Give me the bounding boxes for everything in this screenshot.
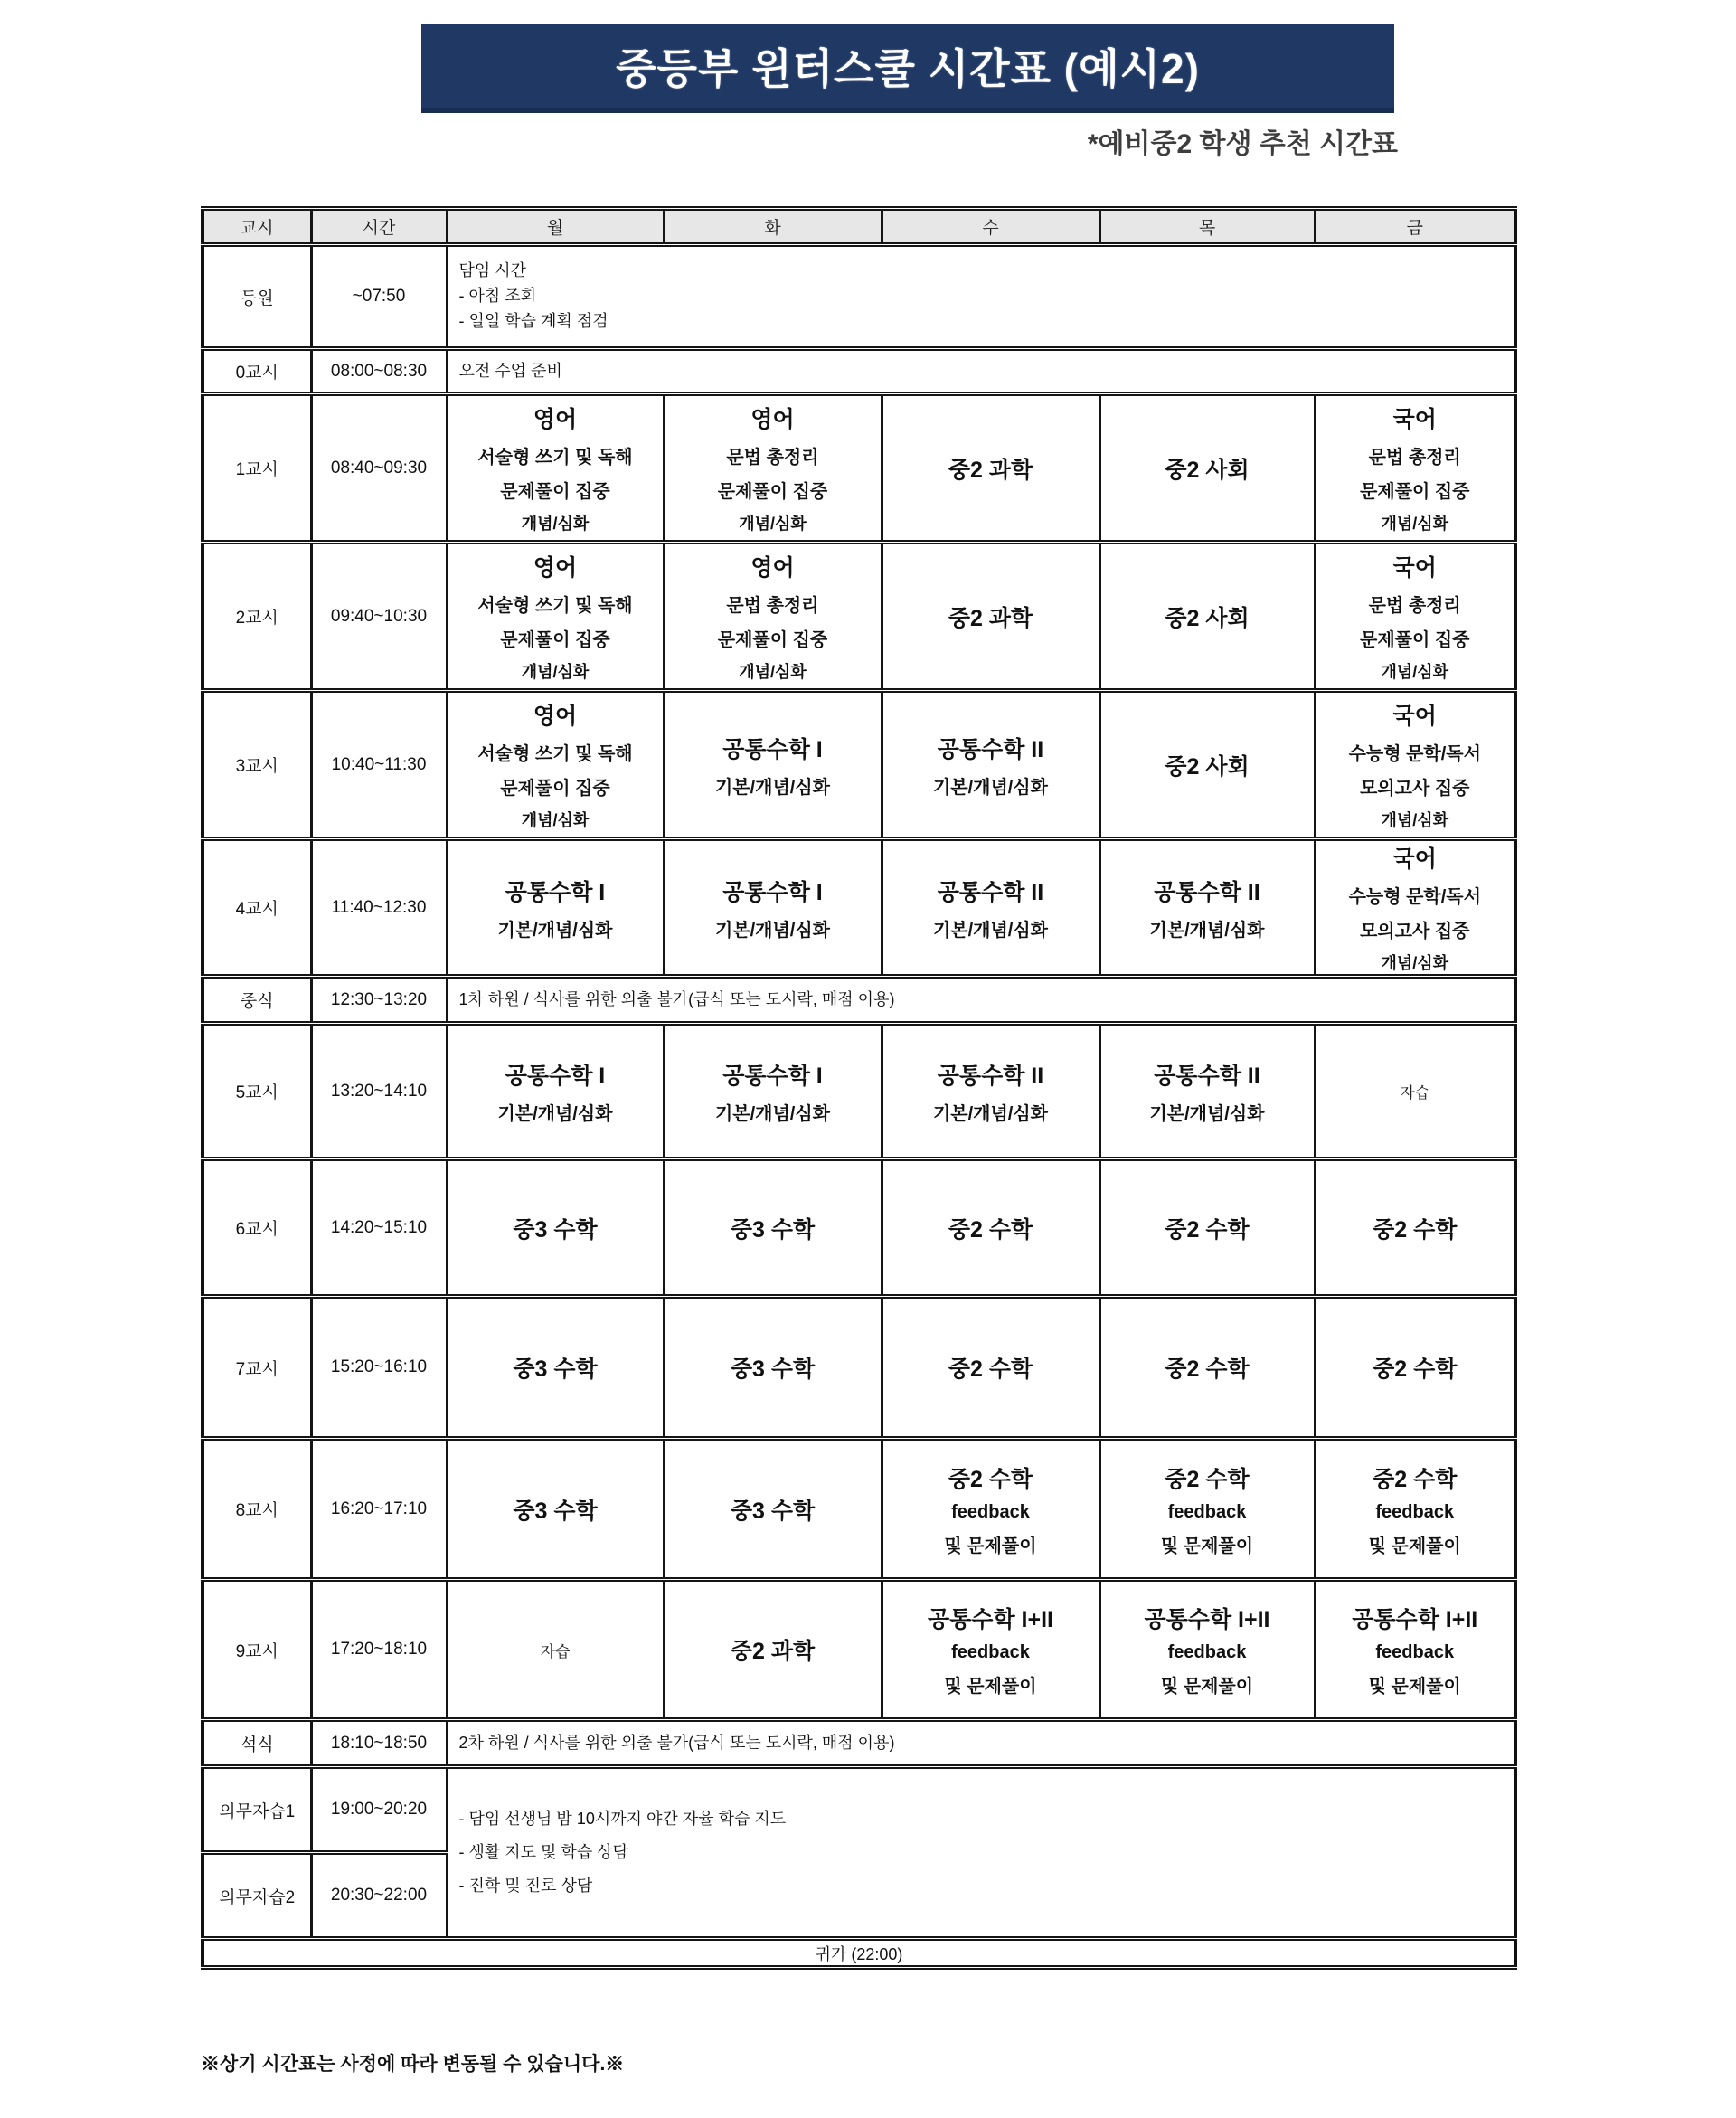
table-row-1 bbox=[203, 349, 1515, 394]
timetable-body bbox=[203, 245, 1515, 1968]
class-cell-content bbox=[448, 550, 663, 683]
class-cell bbox=[882, 1439, 1099, 1580]
note-line: - 아침 조회 bbox=[458, 287, 537, 306]
subject-detail: feedback bbox=[1375, 1642, 1455, 1662]
class-cell-content bbox=[665, 1633, 881, 1666]
class-cell-content bbox=[1316, 402, 1514, 534]
subject-name: 영어 bbox=[533, 704, 578, 729]
class-cell-content bbox=[883, 1351, 1099, 1384]
period-cell: 중식 bbox=[203, 977, 311, 1024]
subject-name: 공통수학 II bbox=[1154, 879, 1260, 905]
subject-name: 중2 수학 bbox=[1165, 1357, 1250, 1382]
note-line: - 일일 학습 계획 점검 bbox=[458, 311, 609, 330]
subject-name: 공통수학 I+II bbox=[1144, 1607, 1270, 1632]
subject-detail: 모의고사 집중 bbox=[1360, 779, 1470, 799]
subject-detail: 문제풀이 집중 bbox=[717, 630, 828, 650]
table-row-3 bbox=[203, 543, 1515, 691]
subject-detail: 문제풀이 집중 bbox=[500, 630, 610, 650]
class-cell bbox=[1099, 1159, 1315, 1297]
subject-detail: 개념/심화 bbox=[739, 663, 807, 681]
class-cell-content bbox=[665, 1212, 881, 1244]
subject-name: 공통수학 I+II bbox=[928, 1607, 1053, 1632]
time-cell: 11:40~12:30 bbox=[311, 839, 447, 977]
subject-name: 중2 과학 bbox=[948, 457, 1033, 483]
note-line: 1차 하원 / 식사를 위한 외출 불가(급식 또는 도시락, 매점 이용) bbox=[458, 989, 895, 1008]
class-cell bbox=[664, 1580, 882, 1720]
note-line: - 진학 및 진로 상담 bbox=[458, 1876, 593, 1895]
subject-detail: 및 문제풀이 bbox=[944, 1677, 1037, 1697]
note-cell bbox=[447, 1720, 1515, 1767]
period-cell: 등원 bbox=[203, 245, 311, 349]
class-cell-content bbox=[1101, 749, 1314, 781]
note-cell bbox=[447, 349, 1515, 394]
subject-name: 중2 수학 bbox=[1373, 1216, 1458, 1243]
table-row-15 bbox=[203, 1939, 1515, 1968]
class-cell-content bbox=[1316, 550, 1514, 683]
time-cell: 17:20~18:10 bbox=[311, 1580, 447, 1720]
time-cell: 19:00~20:20 bbox=[311, 1767, 447, 1853]
column-header-5: 목 bbox=[1099, 209, 1315, 245]
note-line: - 담임 선생님 밤 10시까지 야간 자율 학습 지도 bbox=[458, 1810, 787, 1829]
class-cell-content bbox=[1316, 1351, 1514, 1384]
subject-detail: 기본/개념/심화 bbox=[497, 920, 613, 941]
subject-detail: 개념/심화 bbox=[521, 811, 590, 829]
class-cell bbox=[664, 1159, 882, 1297]
subject-name: 중3 수학 bbox=[730, 1498, 816, 1524]
class-cell bbox=[1315, 1159, 1515, 1297]
class-cell bbox=[664, 839, 882, 977]
class-cell bbox=[664, 543, 882, 691]
column-header-0: 교시 bbox=[203, 209, 311, 245]
time-cell: 13:20~14:10 bbox=[311, 1024, 447, 1159]
class-cell bbox=[1315, 394, 1515, 543]
table-row-9 bbox=[203, 1297, 1515, 1439]
column-header-6: 금 bbox=[1315, 209, 1515, 245]
period-cell: 0교시 bbox=[203, 349, 311, 394]
footer-note: ※상기 시간표는 사정에 따라 변동될 수 있습니다.※ bbox=[201, 2054, 625, 2075]
subject-detail: 문제풀이 집중 bbox=[717, 482, 828, 502]
class-cell-content bbox=[448, 1639, 663, 1661]
class-cell-content bbox=[1101, 1461, 1314, 1557]
period-cell: 4교시 bbox=[203, 839, 311, 977]
time-cell: 14:20~15:10 bbox=[311, 1159, 447, 1297]
table-row-11 bbox=[203, 1580, 1515, 1720]
class-cell bbox=[447, 1024, 664, 1159]
subject-detail: feedback bbox=[951, 1642, 1030, 1662]
subject-detail: 기본/개념/심화 bbox=[714, 920, 831, 941]
timetable-header bbox=[203, 209, 1515, 245]
time-cell: 20:30~22:00 bbox=[311, 1853, 447, 1939]
table-row-12 bbox=[203, 1720, 1515, 1767]
table-row-0 bbox=[203, 245, 1515, 349]
subject-detail: 기본/개념/심화 bbox=[714, 1103, 831, 1124]
subject-name: 자습 bbox=[1400, 1084, 1430, 1102]
class-cell-content bbox=[665, 402, 881, 534]
time-cell: 09:40~10:30 bbox=[311, 543, 447, 691]
subject-detail: 및 문제풀이 bbox=[1160, 1536, 1254, 1556]
subject-detail: 및 문제풀이 bbox=[944, 1536, 1037, 1556]
class-cell bbox=[882, 1580, 1099, 1720]
class-cell bbox=[882, 691, 1099, 839]
subject-name: 공통수학 I+II bbox=[1352, 1607, 1478, 1632]
table-row-13 bbox=[203, 1767, 1515, 1853]
timetable bbox=[201, 206, 1517, 1970]
column-header-4: 수 bbox=[882, 209, 1099, 245]
subject-name: 국어 bbox=[1392, 846, 1437, 872]
subject-name: 중3 수학 bbox=[513, 1216, 598, 1243]
class-cell bbox=[1099, 543, 1315, 691]
class-cell bbox=[882, 543, 1099, 691]
class-cell-content bbox=[1101, 1212, 1314, 1244]
title-banner bbox=[421, 24, 1394, 113]
time-cell: ~07:50 bbox=[311, 245, 447, 349]
class-cell bbox=[447, 1297, 664, 1439]
note-cell bbox=[447, 977, 1515, 1024]
column-header-2: 월 bbox=[447, 209, 664, 245]
period-cell: 석식 bbox=[203, 1720, 311, 1767]
subject-detail: 문제풀이 집중 bbox=[1360, 482, 1470, 502]
note-line: 2차 하원 / 식사를 위한 외출 불가(급식 또는 도시락, 매점 이용) bbox=[458, 1733, 895, 1752]
subject-name: 중3 수학 bbox=[513, 1357, 598, 1382]
subject-name: 공통수학 II bbox=[937, 1063, 1044, 1089]
subject-detail: 문제풀이 집중 bbox=[500, 482, 610, 502]
class-cell bbox=[447, 1580, 664, 1720]
subject-name: 국어 bbox=[1392, 704, 1437, 729]
subject-name: 국어 bbox=[1392, 407, 1437, 432]
time-cell: 18:10~18:50 bbox=[311, 1720, 447, 1767]
dismissal-cell: 귀가 (22:00) bbox=[203, 1939, 1515, 1968]
class-cell bbox=[1099, 839, 1315, 977]
class-cell bbox=[882, 1159, 1099, 1297]
period-cell: 5교시 bbox=[203, 1024, 311, 1159]
subject-name: 중2 수학 bbox=[948, 1357, 1033, 1382]
study-note-cell bbox=[447, 1767, 1515, 1939]
class-cell bbox=[1099, 394, 1315, 543]
subject-name: 중2 수학 bbox=[1165, 1216, 1250, 1243]
class-cell bbox=[1315, 1297, 1515, 1439]
time-cell: 15:20~16:10 bbox=[311, 1297, 447, 1439]
subject-name: 공통수학 I bbox=[722, 1063, 823, 1089]
class-cell bbox=[447, 394, 664, 543]
subject-detail: 수능형 문학/독서 bbox=[1348, 887, 1481, 907]
subject-detail: 수능형 문학/독서 bbox=[1348, 744, 1481, 764]
period-cell: 8교시 bbox=[203, 1439, 311, 1580]
subject-name: 중2 수학 bbox=[948, 1466, 1033, 1492]
class-cell-content bbox=[448, 402, 663, 534]
class-cell-content bbox=[1316, 1080, 1514, 1102]
subject-name: 공통수학 I bbox=[505, 1063, 606, 1089]
time-cell: 12:30~13:20 bbox=[311, 977, 447, 1024]
subject-detail: 문법 총정리 bbox=[1368, 596, 1461, 616]
class-cell-content bbox=[1101, 1058, 1314, 1125]
class-cell bbox=[1099, 1297, 1315, 1439]
class-cell bbox=[1099, 1024, 1315, 1159]
period-cell: 의무자습1 bbox=[203, 1767, 311, 1853]
note-cell bbox=[447, 245, 1515, 349]
subject-name: 중3 수학 bbox=[730, 1357, 816, 1382]
subject-name: 공통수학 I bbox=[505, 879, 606, 905]
subject-name: 영어 bbox=[750, 555, 795, 581]
class-cell bbox=[1315, 1439, 1515, 1580]
subject-detail: feedback bbox=[951, 1501, 1030, 1522]
subject-name: 중2 수학 bbox=[948, 1216, 1033, 1243]
class-cell-content bbox=[448, 1058, 663, 1125]
class-cell-content bbox=[448, 698, 663, 831]
subject-name: 국어 bbox=[1392, 555, 1437, 581]
subject-detail: 기본/개념/심화 bbox=[714, 777, 831, 798]
subject-detail: 기본/개념/심화 bbox=[1149, 1103, 1265, 1124]
class-cell bbox=[1099, 1439, 1315, 1580]
period-cell: 의무자습2 bbox=[203, 1853, 311, 1939]
period-cell: 7교시 bbox=[203, 1297, 311, 1439]
class-cell bbox=[664, 691, 882, 839]
class-cell-content bbox=[1316, 841, 1514, 974]
class-cell bbox=[447, 1439, 664, 1580]
table-row-2 bbox=[203, 394, 1515, 543]
page-title: 중등부 윈터스쿨 시간표 (예시2) bbox=[616, 44, 1200, 92]
class-cell-content bbox=[1101, 600, 1314, 633]
time-cell: 16:20~17:10 bbox=[311, 1439, 447, 1580]
class-cell bbox=[664, 1024, 882, 1159]
class-cell-content bbox=[1316, 1602, 1514, 1697]
subject-detail: 기본/개념/심화 bbox=[497, 1103, 613, 1124]
class-cell-content bbox=[883, 1461, 1099, 1557]
class-cell-content bbox=[448, 1212, 663, 1244]
subject-detail: feedback bbox=[1167, 1642, 1247, 1662]
time-cell: 08:40~09:30 bbox=[311, 394, 447, 543]
class-cell-content bbox=[448, 1351, 663, 1384]
class-cell-content bbox=[1316, 1212, 1514, 1244]
class-cell-content bbox=[665, 732, 881, 799]
class-cell bbox=[1315, 1580, 1515, 1720]
subject-detail: 모의고사 집중 bbox=[1360, 922, 1470, 941]
class-cell-content bbox=[883, 732, 1099, 799]
table-row-6 bbox=[203, 977, 1515, 1024]
table-row-4 bbox=[203, 691, 1515, 839]
class-cell bbox=[1099, 691, 1315, 839]
class-cell-content bbox=[1101, 875, 1314, 941]
subject-detail: 기본/개념/심화 bbox=[932, 920, 1049, 941]
table-row-5 bbox=[203, 839, 1515, 977]
class-cell bbox=[447, 839, 664, 977]
subject-name: 중2 수학 bbox=[1373, 1357, 1458, 1382]
subject-detail: 및 문제풀이 bbox=[1368, 1536, 1461, 1556]
subject-detail: 문법 총정리 bbox=[1368, 448, 1461, 468]
class-cell-content bbox=[448, 875, 663, 941]
subject-detail: 개념/심화 bbox=[1381, 663, 1449, 681]
subject-detail: 개념/심화 bbox=[521, 663, 590, 681]
subject-name: 중2 사회 bbox=[1165, 605, 1250, 631]
class-cell-content bbox=[665, 550, 881, 683]
class-cell-content bbox=[883, 452, 1099, 485]
period-cell: 2교시 bbox=[203, 543, 311, 691]
subject-name: 자습 bbox=[540, 1642, 571, 1660]
table-row-7 bbox=[203, 1024, 1515, 1159]
subject-detail: 서술형 쓰기 및 독해 bbox=[477, 596, 633, 616]
subject-name: 공통수학 I bbox=[722, 736, 823, 762]
subject-detail: 개념/심화 bbox=[521, 515, 590, 533]
subject-name: 공통수학 II bbox=[1154, 1063, 1260, 1089]
subject-detail: feedback bbox=[1167, 1501, 1247, 1522]
class-cell bbox=[664, 1297, 882, 1439]
class-cell-content bbox=[883, 1602, 1099, 1697]
class-cell bbox=[447, 691, 664, 839]
subject-detail: 문법 총정리 bbox=[726, 448, 819, 468]
subject-detail: 문제풀이 집중 bbox=[500, 779, 610, 799]
class-cell-content bbox=[1316, 1461, 1514, 1557]
class-cell-content bbox=[883, 1212, 1099, 1244]
table-row-8 bbox=[203, 1159, 1515, 1297]
subject-detail: 개념/심화 bbox=[1381, 515, 1449, 533]
class-cell-content bbox=[1101, 1351, 1314, 1384]
note-line: 오전 수업 준비 bbox=[458, 361, 562, 380]
subject-detail: 서술형 쓰기 및 독해 bbox=[477, 448, 633, 468]
period-cell: 9교시 bbox=[203, 1580, 311, 1720]
subject-detail: 개념/심화 bbox=[1381, 811, 1449, 829]
period-cell: 6교시 bbox=[203, 1159, 311, 1297]
class-cell bbox=[882, 1024, 1099, 1159]
class-cell-content bbox=[1316, 698, 1514, 831]
subject-name: 중2 과학 bbox=[730, 1639, 816, 1664]
class-cell bbox=[664, 394, 882, 543]
class-cell-content bbox=[1101, 1602, 1314, 1697]
subject-detail: feedback bbox=[1375, 1501, 1455, 1522]
subject-name: 공통수학 II bbox=[937, 736, 1044, 762]
class-cell bbox=[664, 1439, 882, 1580]
subject-name: 중2 수학 bbox=[1165, 1466, 1250, 1492]
subject-detail: 기본/개념/심화 bbox=[932, 777, 1049, 798]
class-cell bbox=[1315, 839, 1515, 977]
table-row-10 bbox=[203, 1439, 1515, 1580]
class-cell-content bbox=[665, 1058, 881, 1125]
class-cell-content bbox=[883, 875, 1099, 941]
subject-detail: 개념/심화 bbox=[739, 515, 807, 533]
class-cell bbox=[447, 1159, 664, 1297]
subject-detail: 서술형 쓰기 및 독해 bbox=[477, 744, 633, 764]
time-cell: 08:00~08:30 bbox=[311, 349, 447, 394]
subject-detail: 기본/개념/심화 bbox=[932, 1103, 1049, 1124]
period-cell: 3교시 bbox=[203, 691, 311, 839]
note-line: 담임 시간 bbox=[458, 261, 527, 280]
class-cell-content bbox=[883, 1058, 1099, 1125]
page-subtitle: *예비중2 학생 추천 시간표 bbox=[1087, 129, 1398, 159]
class-cell-content bbox=[1101, 452, 1314, 485]
class-cell bbox=[1315, 543, 1515, 691]
class-cell-content bbox=[883, 600, 1099, 633]
subject-name: 영어 bbox=[533, 407, 578, 432]
subject-name: 영어 bbox=[533, 555, 578, 581]
class-cell-content bbox=[448, 1493, 663, 1526]
class-cell bbox=[1315, 1024, 1515, 1159]
subject-name: 중3 수학 bbox=[730, 1216, 816, 1243]
subject-name: 중2 과학 bbox=[948, 605, 1033, 631]
class-cell bbox=[882, 394, 1099, 543]
subject-name: 중3 수학 bbox=[513, 1498, 598, 1524]
column-header-1: 시간 bbox=[311, 209, 447, 245]
subject-name: 중2 수학 bbox=[1373, 1466, 1458, 1492]
subject-detail: 개념/심화 bbox=[1381, 954, 1449, 972]
class-cell bbox=[882, 839, 1099, 977]
header-row bbox=[203, 209, 1515, 245]
subject-name: 중2 사회 bbox=[1165, 753, 1250, 780]
subject-name: 공통수학 I bbox=[722, 879, 823, 905]
subject-detail: 및 문제풀이 bbox=[1160, 1677, 1254, 1697]
class-cell-content bbox=[665, 1351, 881, 1384]
column-header-3: 화 bbox=[664, 209, 882, 245]
subject-detail: 문법 총정리 bbox=[726, 596, 819, 616]
subject-detail: 기본/개념/심화 bbox=[1149, 920, 1265, 941]
class-cell bbox=[1315, 691, 1515, 839]
subject-name: 영어 bbox=[750, 407, 795, 432]
class-cell bbox=[447, 543, 664, 691]
time-cell: 10:40~11:30 bbox=[311, 691, 447, 839]
note-line: - 생활 지도 및 학습 상담 bbox=[458, 1843, 628, 1862]
period-cell: 1교시 bbox=[203, 394, 311, 543]
class-cell bbox=[1099, 1580, 1315, 1720]
class-cell bbox=[882, 1297, 1099, 1439]
class-cell-content bbox=[665, 1493, 881, 1526]
subject-detail: 문제풀이 집중 bbox=[1360, 630, 1470, 650]
subject-detail: 및 문제풀이 bbox=[1368, 1677, 1461, 1697]
subject-name: 공통수학 II bbox=[937, 879, 1044, 905]
class-cell-content bbox=[665, 875, 881, 941]
subject-name: 중2 사회 bbox=[1165, 457, 1250, 483]
